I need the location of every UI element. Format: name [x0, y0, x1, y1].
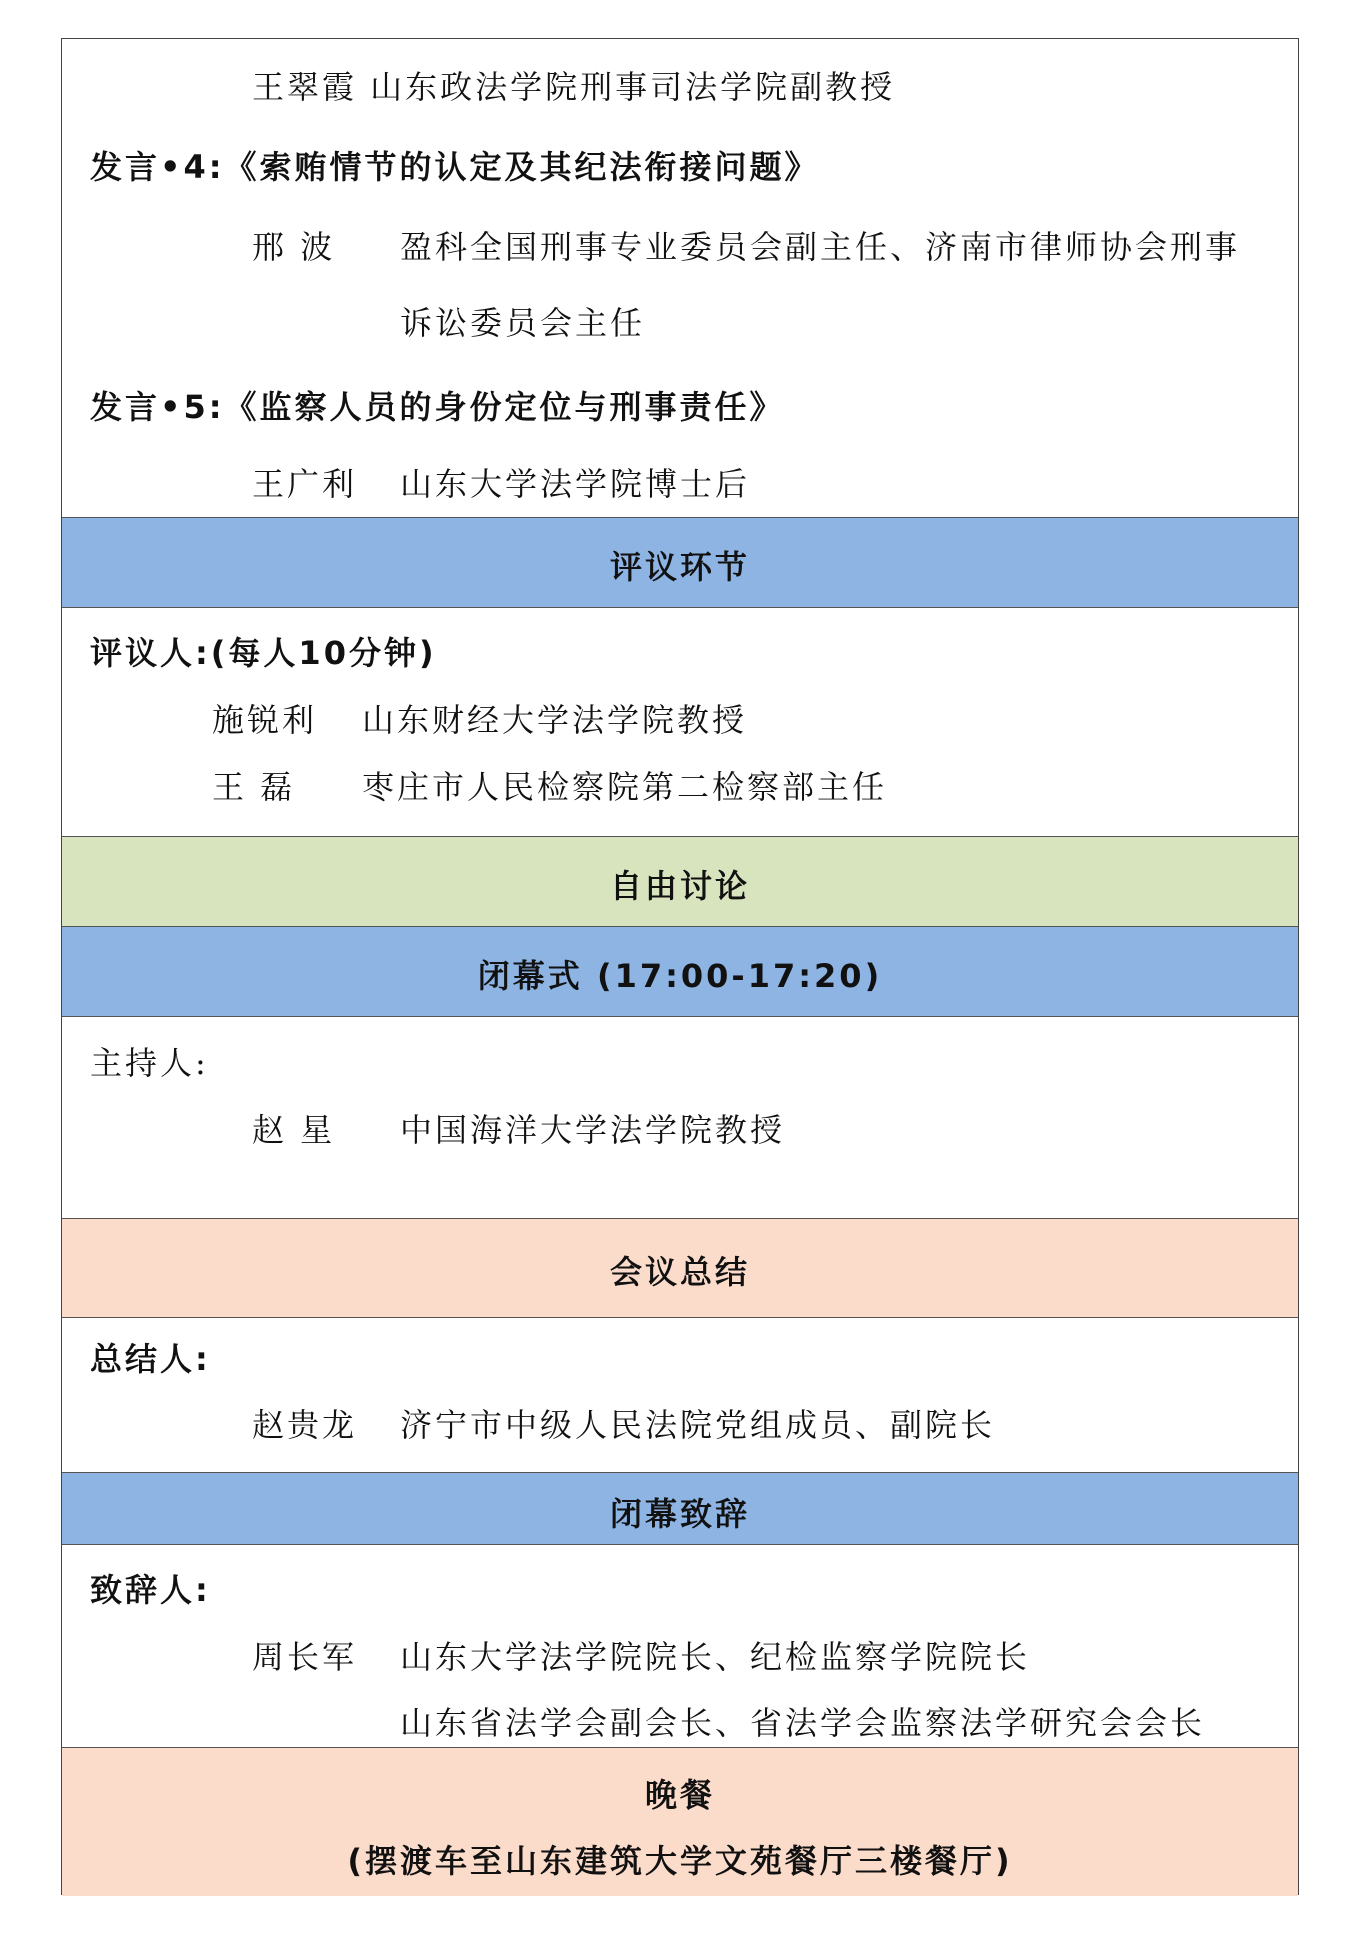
reviewer-2-affiliation: 枣庄市人民检察院第二检察部主任	[362, 768, 888, 806]
speech-4-speaker-name: 邢 波	[252, 228, 336, 266]
speech-4-speaker-affiliation-line-1: 盈科全国刑事专业委员会副主任、济南市律师协会刑事	[400, 228, 1241, 266]
review-label: 评议人:(每人10分钟)	[90, 634, 437, 672]
dinner-band	[62, 1747, 1298, 1896]
closing-speech-band	[62, 1472, 1298, 1545]
speaker-3-entry: 王翠霞 山东政法学院刑事司法学院副教授	[252, 68, 896, 106]
speech-4-heading: 发言•4:《索贿情节的认定及其纪法衔接问题》	[90, 148, 820, 186]
closing-speech-title: 闭幕致辞	[609, 1495, 750, 1533]
summary-band	[62, 1218, 1298, 1318]
speech-5-heading: 发言•5:《监察人员的身份定位与刑事责任》	[90, 388, 785, 426]
host-name: 赵 星	[252, 1111, 336, 1149]
host-label: 主持人:	[90, 1044, 209, 1082]
free-discussion-title: 自由讨论	[609, 867, 750, 905]
summary-label: 总结人:	[90, 1340, 211, 1378]
summary-person-name: 赵贵龙	[252, 1406, 358, 1444]
closing-speech-label: 致辞人:	[90, 1571, 211, 1609]
dinner-title: 晚餐	[644, 1776, 715, 1814]
closing-speaker-affiliation-line-1: 山东大学法学院院长、纪检监察学院院长	[400, 1638, 1031, 1676]
reviewer-1-name: 施锐利	[212, 701, 318, 739]
speech-5-speaker-name: 王广利	[252, 465, 358, 503]
dinner-note: (摆渡车至山东建筑大学文苑餐厅三楼餐厅)	[347, 1842, 1013, 1880]
review-section-title: 评议环节	[609, 548, 750, 586]
summary-title: 会议总结	[609, 1253, 750, 1291]
summary-person-affiliation: 济宁市中级人民法院党组成员、副院长	[400, 1406, 996, 1444]
speech-4-speaker-affiliation-line-2: 诉讼委员会主任	[400, 304, 646, 342]
review-section-band	[62, 517, 1298, 608]
closing-speaker-affiliation-line-2: 山东省法学会副会长、省法学会监察法学研究会会长	[400, 1704, 1206, 1742]
free-discussion-band	[62, 836, 1298, 927]
closing-speaker-name: 周长军	[252, 1638, 358, 1676]
closing-ceremony-title: 闭幕式 (17:00-17:20)	[477, 957, 883, 995]
reviewer-2-name: 王 磊	[212, 768, 296, 806]
host-affiliation: 中国海洋大学法学院教授	[400, 1111, 786, 1149]
reviewer-1-affiliation: 山东财经大学法学院教授	[362, 701, 748, 739]
agenda-table	[61, 38, 1299, 1895]
speech-5-speaker-affiliation: 山东大学法学院博士后	[400, 465, 751, 503]
closing-ceremony-band	[62, 926, 1298, 1017]
